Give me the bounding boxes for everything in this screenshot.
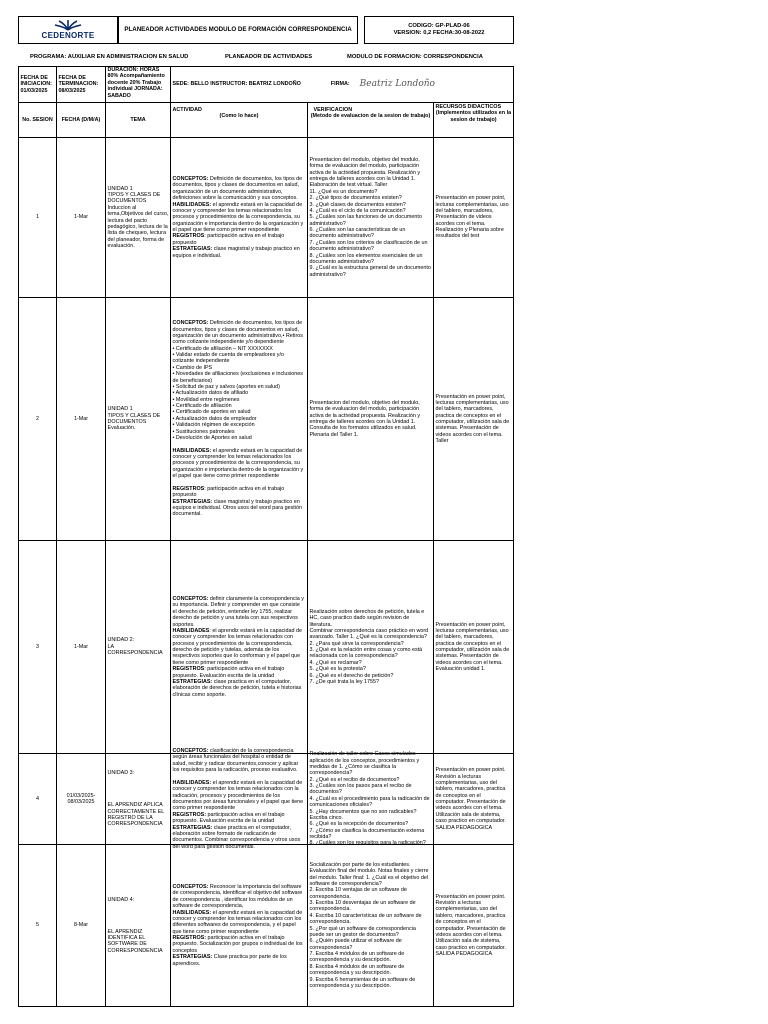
session-activity-text: CONCEPTOS: definir claramente la correspondencia y su importancia. Definir y comprender en que consiste el derecho de petición, entender ley 1755, realizar derecho de petición y una tutela con sus respectivos soportes. HABILIDADES: el aprendiz estará en la capacidad de conocer y comprender los temas relacionados con procesos y procedimientos de la correspondencia, derecho de petición y tutelas, además de los respectivos soportes que lo conforman y el papel que tiene como primer respondiente REGISTROS: participación activa en el trabajo propuesto. Evaluación escrita de la unidad ESTRATEGIAS: clase practica en el computador, elaboración de derechos de petición, tutela e historias clínicas como soporte. bbox=[172, 596, 304, 698]
session-activity-text: CONCEPTOS: Reconocer la importancia del software de correspondencia, identificar el objetivo del software de correspondencia , identificar los módulos de un software de correspondencia, HABILIDADES: el aprendiz estará en la capacidad de conocer y comprender los temas relacionados con los diferentes softwares de correspondencia, y el papel que tiene como primer respondiente REGISTROS: participación activa en el trabajo propuesto. Socialización por grupos o individual de los conceptos ESTRATEGIAS: Clase practica por parte de los aprendices. bbox=[172, 884, 303, 967]
session-row bbox=[19, 541, 513, 754]
sede-instructor: SEDE: BELLO INSTRUCTOR: BEATRIZ LONDOÑO bbox=[172, 81, 301, 88]
session-topic-text: UNIDAD 1 TIPOS Y CLASES DE DOCUMENTOS Evaluación. bbox=[107, 406, 161, 432]
instructor-signature: Beatriz Londoño bbox=[359, 79, 435, 90]
col-fecha: FECHA (D/M/A) bbox=[57, 103, 106, 137]
session-date-text: 1-Mar bbox=[73, 643, 89, 650]
session-verification-text: Socialización por parte de los estudiantes. Evaluación final del modulo. Notas finales y cierre del modulo. Taller final: 1. ¿Cuál es el objetivo del software de correspondencia? 2. Escriba 10 ventajas de un software de correspondencia. 3. Escriba 10 desventajas de un software de correspondencia. 4. Escriba 10 características de un software de correspondencia. 5. ¿Por qué un software de correspondencia puede ser un gestor de documentos? 6. ¿Quién puede utilizar el software de correspondencia? 7. Escriba 4 módulos de un software de correspondencia y su descripción. 8. Escriba 4 módulos de un software de correspondencia y su descripción. 9. Escriba 6 herramientas de un software de correspondencia y su descripción. bbox=[309, 861, 429, 989]
session-topic-text: UNIDAD 4: EL APRENDIZ IDENTIFICA EL SOFTWARE DE CORRESPONDENCIA bbox=[107, 896, 163, 954]
session-resources-text: Presentación en power point. Revisión a lecturas complementarias, uso del tablero, marcadores, practica de conceptos en el computador. Presentación de videos acordes con el tema. Utilización sala de sistema, caso practico en computador. SALIDA PEDAGOGICA bbox=[435, 767, 506, 831]
session-topic bbox=[106, 845, 171, 1006]
session-number bbox=[19, 138, 57, 297]
session-verification bbox=[308, 845, 434, 1006]
col-actividad bbox=[171, 103, 308, 137]
session-resources-text: Presentación en power point, lecturas complementarias, uso del tablero, marcadores, practica de conceptos en el computador, utilización sala de sistemas. Presentación de videos acordes con el tema. Evaluación unidad 1. bbox=[435, 621, 510, 673]
session-resources-text: Presentación en power point, lecturas complementarias, uso del tablero, marcadores, Presentación de videos acordes con el tema. Realización y Plenaria sobre resultados del test bbox=[435, 195, 509, 240]
duration: DURACION: HORAS 80% Acompañamiento docente 20% Trabajo individual JORNADA: SABADO bbox=[106, 67, 171, 102]
document-title: PLANEADOR ACTIVIDADES MODULO DE FORMACIÓN CORRESPONDENCIA bbox=[118, 16, 358, 44]
session-resources bbox=[434, 298, 513, 540]
session-row bbox=[19, 748, 513, 850]
col-recursos-sub: (Implementos utilizados en la sesion de trabajo) bbox=[435, 110, 512, 123]
session-number-text: 5 bbox=[36, 922, 39, 929]
session-number bbox=[19, 298, 57, 540]
col-recursos-title: RECURSOS DIDACTICOS bbox=[435, 104, 502, 110]
col-verificacion bbox=[308, 103, 434, 137]
sede-instructor-cell bbox=[171, 67, 513, 102]
column-header-row bbox=[19, 103, 513, 138]
session-verification bbox=[308, 138, 434, 297]
session-verification bbox=[308, 541, 434, 753]
session-topic bbox=[106, 298, 171, 540]
session-topic bbox=[106, 138, 171, 297]
document-version: VERSION: 0,2 FECHA:30-08-2022 bbox=[393, 30, 485, 36]
session-row bbox=[19, 138, 513, 298]
signature-label: FIRMA: bbox=[330, 81, 350, 88]
session-activity bbox=[171, 298, 308, 540]
document-code: CODIGO: GP-PLAD-06 bbox=[408, 23, 470, 30]
session-date-text: 1-Mar bbox=[73, 415, 89, 422]
module-label: MODULO DE FORMACION: CORRESPONDENCIA bbox=[347, 54, 483, 60]
session-topic bbox=[106, 754, 171, 844]
info-row bbox=[19, 67, 513, 103]
session-activity bbox=[171, 541, 308, 753]
logo-text: CEDENORTE bbox=[41, 31, 95, 41]
session-date bbox=[57, 298, 106, 540]
document-code-box bbox=[364, 16, 514, 44]
col-recursos bbox=[434, 103, 513, 137]
session-topic-text: UNIDAD 1 TIPOS Y CLASES DE DOCUMENTOS Induccion al tema,Objetivos del curso, lectura del pacto pedagógico, lectura de la lista de chequeo, lectura del planeador, forma de evaluación. bbox=[107, 185, 169, 249]
session-number-text: 3 bbox=[36, 643, 39, 650]
session-date bbox=[57, 541, 106, 753]
session-topic-text: UNIDAD 2: LA CORRESPONDENCIA bbox=[107, 637, 163, 657]
col-actividad-sub: (Como lo hace) bbox=[219, 113, 259, 120]
planner-label: PLANEADOR DE ACTIVIDADES bbox=[225, 54, 313, 60]
session-verification bbox=[308, 751, 434, 847]
session-activity bbox=[171, 845, 308, 1006]
col-tema: TEMA bbox=[106, 103, 171, 137]
program-label: PROGRAMA: AUXILIAR EN ADMINISTRACION EN SALUD bbox=[30, 54, 189, 60]
session-resources bbox=[434, 845, 513, 1006]
col-verificacion-title: VERIFICACION bbox=[313, 107, 353, 113]
session-activity-text: CONCEPTOS: Definición de documentos, los tipos de documentos, tipos y clases de documentos en salud, organización de un documento administrativo, definiciones sobre la comunicación y sus conceptos. HABILIDADES: el aprendiz estará en la capacidad de conocer y comprender los temas relacionados los procesos y procedimientos de la correspondencia, su organización e importancia dentro de la organización y el papel que tiene como primer respondiente REGISTROS: participación activa en el trabajo propuesto ESTRATEGIAS: clase magistral y trabajo practico en equipos e individual. bbox=[172, 176, 304, 259]
session-row bbox=[19, 845, 513, 1006]
session-date-text: 01/03/2025-08/03/2025 bbox=[66, 792, 96, 805]
session-row bbox=[19, 298, 513, 541]
session-activity bbox=[171, 138, 308, 297]
session-date-text: 8-Mar bbox=[73, 922, 89, 929]
cedenorte-logo-icon bbox=[51, 19, 85, 31]
session-number-text: 1 bbox=[36, 214, 39, 221]
col-sesion: No. SESION bbox=[19, 103, 57, 137]
end-date: FECHA DE TERMINACION: 08/03/2025 bbox=[57, 67, 106, 102]
session-resources-text: Presentación en power point. Revisión a lecturas complementarias, uso del tablero, marcadores, practica de conceptos en el computador. Presentación de videos acordes con el tema. Utilización sala de sistema, caso practico en computador. SALIDA PEDAGOGICA bbox=[435, 893, 506, 957]
session-verification-text: Realización de taller sobre Casos simulados aplicación de los conceptos, procedimientos y medidas de 1. ¿Cómo se clasifica la correspondencia? 2. ¿Qué es el recibo de documentos? 3. ¿Cuáles son los pasos para el recibo de documentos? 4. ¿Cuál es el procedimiento para la radicación de comunicaciones oficiales? 5. ¿Hay documentos que no son radicables? Escriba cinco. 6. ¿Qué es la recepción de documentos? 7. ¿Cómo se clasifica la documentación externa recibida? 8. ¿Cuáles son los requisitos para la radicación? bbox=[309, 751, 430, 847]
start-date: FECHA DE INICIACION: 01/03/2025 bbox=[19, 67, 57, 102]
session-resources bbox=[434, 754, 513, 844]
session-verification-text: Presentacion del modulo, objetivo del modulo, forma de evaluacion del modulo, participación activa de la actividad propuesta. Realización y entrega de talleres acordes con la Unidad 1. Elaboración de test virtual. Taller 11. ¿Qué es un documento? 2. ¿Qué tipos de documentos existen? 3. ¿Qué clases de documentos existen? 4. ¿Cuál es el ciclo de la comunicación? 5. ¿Cuáles son las funciones de un documento administrativo? 6. ¿Cuáles son las características de un documento administrativo? 7. ¿Cuáles son los criterios de clasificación de un documento administrativo? 8. ¿Cuáles son los elementos esenciales de un documento administrativo? 9. ¿Cuál es la estructura general de un documento administrativo? bbox=[309, 156, 431, 278]
session-verification-text: Presentacion del modulo, objetivo del modulo, forma de evaluacion del modulo, participación activa de la actividad propuesta. Realización y entrega de talleres acordes con la Unidad 1. Consulta de los formatos utilizados en salud. Plenaria del Taller 1. bbox=[309, 399, 421, 438]
session-topic-text: UNIDAD 3: EL APRENDIZ APLICA CORRECTAMENTE EL REGISTRO DE LA CORRESPONDENCIA bbox=[107, 770, 165, 828]
session-date bbox=[57, 138, 106, 297]
session-number-text: 4 bbox=[36, 795, 39, 802]
session-number bbox=[19, 754, 57, 844]
session-date-text: 1-Mar bbox=[73, 214, 89, 221]
col-verificacion-sub: (Metodo de evaluacion de la sesion de trabajo) bbox=[310, 113, 431, 120]
logo-box bbox=[18, 16, 118, 44]
session-verification-text: Realización sobre derechos de petición, tutela e HC, caso practico dado según revision de literatura. Combinar correspondencia caso práctico en word avanzado. Taller 1. ¿Qué es la correspondencia? 2. ¿Para qué sirve la correspondencia? 3. ¿Qué es la relación entre cosas y como está relacionada con la correspondencia? 4. ¿Qué es reclamar? 5. ¿Qué es la protesta? 6. ¿Qué es el derecho de petición? 7. ¿De qué trata la ley 1755? bbox=[309, 608, 429, 685]
planner-table bbox=[18, 66, 514, 1007]
session-activity-text: CONCEPTOS: Definición de documentos, los tipos de documentos, tipos y clases de documentos en salud, organización de un documento administrativo,• Retiros como cotizante independiente y/o dependiente • Certificado de afiliación – NIT XXXXXXX • Validar estado de cuenta de empleadores y/o cotizante independiente • Cambio de IPS • Novedades de afiliaciones (exclusiones e inclusiones de beneficiarios) • Solicitud de paz y salvos (aportes en salud) • Actualización datos de afiliado • Movilidad entre regímenes • Certificado de afiliación • Certificado de aportes en salud • Actualización datos de empleador • Validación régimen de excepción • Sustituciones patronales • Devolución de Aportes en salud HABILIDADES: el aprendiz estará en la capacidad de conocer y comprender los temas relacionados los procesos y procedimientos de la correspondencia, su organización e importancia dentro de la organización y el papel que tiene como primer respondiente REGISTROS: participación activa en el trabajo propuesto ESTRATEGIAS: clase magistral y trabajo practico en equipos e individual. Otros usos del word para gestión documental. bbox=[172, 320, 304, 518]
session-verification bbox=[308, 298, 434, 540]
session-topic bbox=[106, 541, 171, 753]
session-number-text: 2 bbox=[36, 415, 39, 422]
col-actividad-title: ACTIVIDAD bbox=[172, 107, 202, 113]
session-resources-text: Presentación en power point, lecturas complementarias, uso del tablero, marcadores, practica de conceptos en el computador, utilización sala de sistemas. Presentación de videos acordes con el tema. Taller bbox=[435, 393, 510, 445]
session-activity-text: CONCEPTOS: clasificación de la correspondencia según áreas funcionales del hospital o entidad de salud, recibir y radicar documentos,conocer y aplicar los requisitos para la radicación, proceso evaluativo. HABILIDADES: el aprendiz estará en la capacidad de conocer y comprender los temas relacionados con la radicación, procesos y procedimientos de los documentos por áreas funcionales y el papel que tiene como primer respondiente REGISTROS: participación activa en el trabajo propuesto. Evaluación escrita de la unidad ESTRATEGIAS: clase practica en el computador, elaboración sobre formato de radicación de documentos. Combinar correspondencia y otros usos del word para gestión documental. bbox=[172, 748, 304, 850]
session-activity bbox=[171, 748, 308, 850]
session-date bbox=[57, 845, 106, 1006]
session-number bbox=[19, 541, 57, 753]
session-date bbox=[57, 754, 106, 844]
session-resources bbox=[434, 541, 513, 753]
session-resources bbox=[434, 138, 513, 297]
session-number bbox=[19, 845, 57, 1006]
